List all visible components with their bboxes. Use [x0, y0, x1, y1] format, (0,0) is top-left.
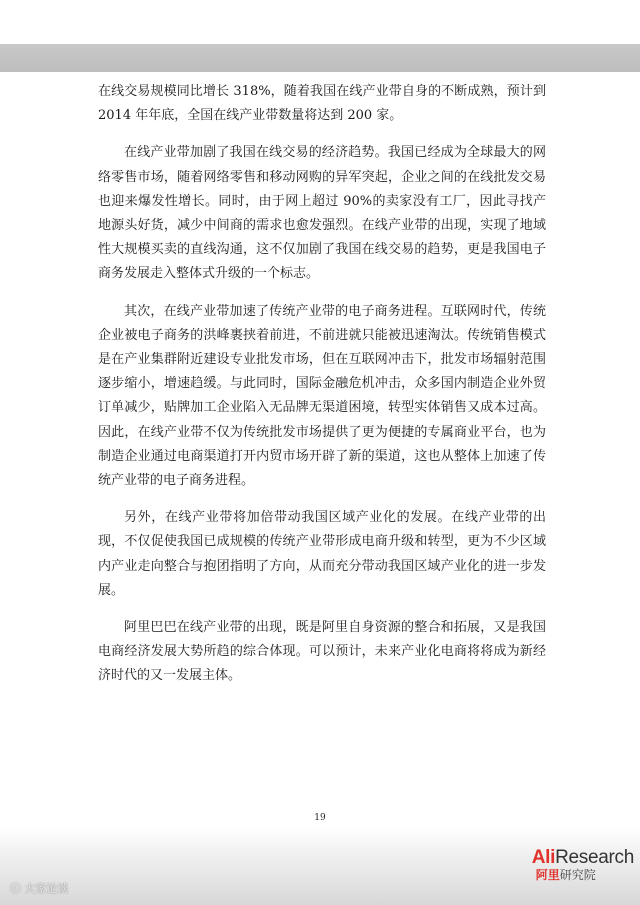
paragraph-1: 在线交易规模同比增长 318%，随着我国在线产业带自身的不断成熟，预计到 2014 年年底，全国在线产业带数量将达到 200 家。 [98, 84, 546, 124]
paragraph-gap [98, 287, 546, 300]
watermark-icon: ⓒ [10, 882, 25, 895]
page-number: 19 [314, 813, 326, 823]
paragraph-3: 其次，在线产业带加速了传统产业带的电子商务进程。互联网时代，传统企业被电子商务的洪峰裹挟着前进，不前进就只能被迅速淘汰。传统销售模式是在产业集群附近建设专业批发市场，但在互联网冲击下，批发市场辐射范围逐步缩小，增速趋缓。与此同时，国际金融危机冲击，众多国内制造企业外贸订单减少，贴牌加工企业陷入无品牌无渠道困境，转型实体销售又成本过高。因此，在线产业带不仅为传统批发市场提供了更为便捷的专属商业平台，也为制造企业通过电商渠道打开内贸市场开辟了新的渠道，这也从整体上加速了传统产业带的电子商务进程。 [98, 303, 546, 489]
logo-chinese-name [536, 868, 634, 882]
paragraph-4: 另外，在线产业带将加倍带动我国区域产业化的发展。在线产业带的出现，不仅促使我国已成规模的传统产业带形成电商升级和转型，更为不少区域内产业走向整合与抱团指明了方向，从而充分带动我国区域产业化的进一步发展。 [98, 510, 546, 598]
page-body [98, 80, 546, 689]
watermark [10, 880, 69, 896]
aliresearch-logo [532, 848, 634, 882]
paragraph-gap [98, 603, 546, 616]
logo-cn-institute: 研究院 [559, 868, 596, 882]
watermark-text: 大家论谈 [24, 882, 69, 895]
paragraph-gap [98, 128, 546, 141]
logo-ali-text: Ali [531, 847, 556, 868]
paragraph-2: 在线产业带加剧了我国在线交易的经济趋势。我国已经成为全球最大的网络零售市场，随着网络零售和移动网购的异军突起，企业之间的在线批发交易也迎来爆发性增长。同时，由于网上超过 90%的卖家没有工厂，因此寻找产地源头好货，减少中间商的需求也愈发强烈。在线产业带的出现，实现了地域性大规模买卖的直线沟通，这不仅加剧了我国在线交易的趋势，更是我国电子商务发展走入整体式升级的一个标志。 [98, 145, 546, 282]
logo-wordmark [532, 848, 634, 868]
paragraph-gap [98, 493, 546, 506]
logo-research-text: Research [555, 847, 634, 868]
paragraph-5: 阿里巴巴在线产业带的出现，既是阿里自身资源的整合和拓展，又是我国电商经济发展大势所趋的综合体现。可以预计，未来产业化电商将将成为新经济时代的又一发展主体。 [98, 620, 546, 684]
top-header-band [0, 0, 640, 72]
logo-cn-ali: 阿里 [535, 868, 560, 882]
